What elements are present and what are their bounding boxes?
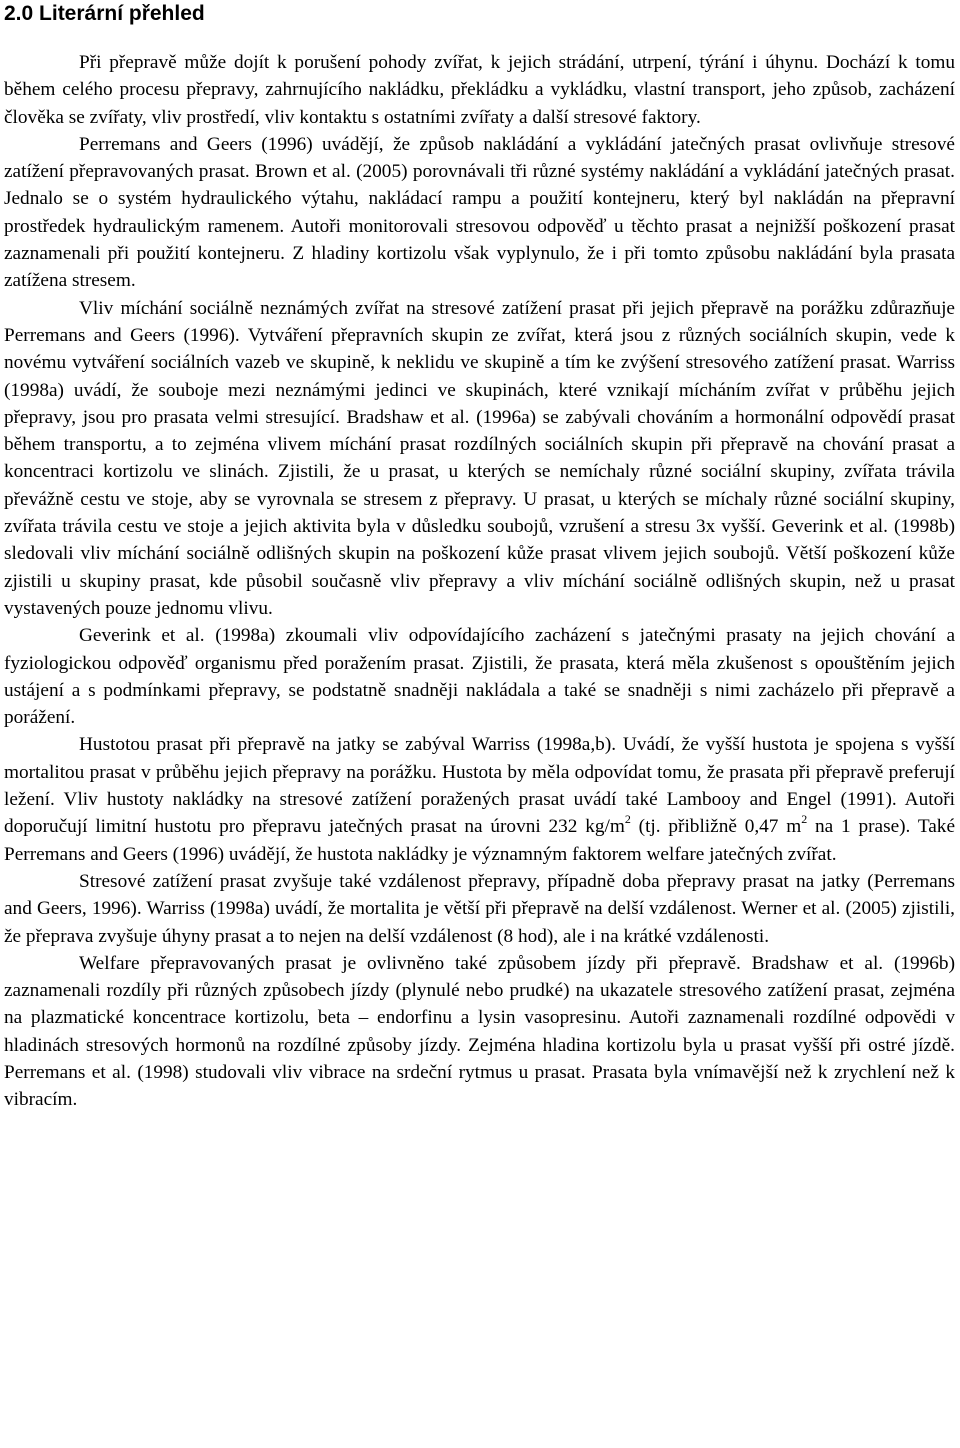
paragraph-5: [4, 731, 955, 867]
paragraph-4: [4, 622, 955, 731]
paragraph-2: [4, 131, 955, 295]
paragraph-1: [4, 49, 955, 131]
document-page: [4, 0, 955, 1114]
paragraph-text: Perremans and Geers (1996) uvádějí, že způsob nakládání a vykládání jatečných prasat ovlivňuje stresové zatížení přepravovaných prasat. Brown et al. (2005) porovnávali tři různé systémy nakládání a vykládání jatečných prasat. Jednalo se o systém hydraulického výtahu, nakládací rampu a použití kontejneru, který byl nakládán na přepravní prostředek hydraulickým ramenem. Autoři monitorovali stresovou odpověď u těchto prasat a nejnižší poškození prasat zaznamenali při použití kontejneru. Z hladiny kortizolu však vyplynulo, že i při tomto způsobu nakládání byla prasata zatížena stresem.: [4, 133, 955, 292]
paragraph-text: na 1 prase). Také Perremans and Geers (1996) uvádějí, že hustota nakládky je významným faktorem welfare jatečných zvířat.: [4, 816, 956, 865]
paragraph-7: [4, 950, 955, 1114]
paragraph-text: Welfare přepravovaných prasat je ovlivněno také způsobem jízdy při přepravě. Bradshaw et al. (1996b) zaznamenali rozdíly při různých způsobech jízdy (plynulé nebo prudké) na ukazatele stresového zatížení prasat, zejména na plazmatické koncentrace kortizolu, beta – endorfinu a lysin vasopresinu. Autoři zaznamenali rozdílné odpovědi v hladinách stresových hormonů na rozdílné způsoby jízdy. Zejména hladina kortizolu byla u prasat vyšší při ostré jízdě. Perremans et al. (1998) studovali vliv vibrace na srdeční rytmus u prasat. Prasata byla vnímavější než k zrychlení než k vibracím.: [4, 952, 955, 1111]
paragraph-6: [4, 868, 955, 950]
paragraph-text: Stresové zatížení prasat zvyšuje také vzdálenost přepravy, případně doba přepravy prasat na jatky (Perremans and Geers, 1996). Warriss (1998a) uvádí, že mortalita je větší při přepravě na delší vzdálenost. Werner et al. (2005) zjistili, že přeprava zvyšuje úhyny prasat a to nejen na delší vzdálenost (8 hod), ale i na krátké vzdálenosti.: [4, 870, 955, 947]
section-heading: 2.0 Literární přehled: [4, 2, 205, 25]
superscript: 2: [801, 811, 808, 826]
paragraph-text: Geverink et al. (1998a) zkoumali vliv odpovídajícího zacházení s jatečnými prasaty na jejich chování a fyziologickou odpověď organismu před poražením prasat. Zjistili, že prasata, která měla zkušenost s opouštěním jejich ustájení a s podmínkami přepravy, se podstatně snadněji nakládala a také se snadněji s nimi zacházelo při přepravě a porážení.: [4, 625, 955, 729]
paragraph-text: Hustotou prasat při přepravě na jatky se zabýval Warriss (1998a,b). Uvádí, že vyšší hustota je spojena s vyšší mortalitou prasat v průběhu jejich přepravy na porážku. Hustota by měla odpovídat tomu, že prasata při přepravě preferují ležení. Vliv hustoty nakládky na stresové zatížení poražených prasat uvádí také Lambooy and Engel (1991). Autoři doporučují limitní hustotu pro přepravu jatečných prasat na úrovni 232 kg/m: [4, 734, 955, 838]
paragraph-text: Vliv míchání sociálně neznámých zvířat na stresové zatížení prasat při jejich přepravě na porážku zdůrazňuje Perremans and Geers (1996). Vytváření přepravních skupin ze zvířat, která jsou z různých sociálních skupin, vede k novému vytváření sociálních vazeb ve skupině, k neklidu ve skupině a tím ke zvýšení stresového zatížení prasat. Warriss (1998a) uvádí, že souboje mezi neznámými jedinci ve skupinách, které vznikají mícháním zvířat v průběhu jejich přepravy, jsou pro prasata velmi stresující. Bradshaw et al. (1996a) se zabývali chováním a hormonální odpovědí prasat během transportu, a to zejména vlivem míchání prasat rozdílných sociálních skupin při přepravě na chování prasat a koncentraci kortizolu ve slinách. Zjistili, že u prasat, u kterých se nemíchaly různé sociální skupiny, zvířata trávila převážně cestu ve stoje, aby se vyrovnala se stresem z přepravy. U prasat, u kterých se míchaly různé sociální skupiny, zvířata trávila cestu ve stoje a jejich aktivita byla v důsledku soubojů, vzrušení a stresu 3x vyšší. Geverink et al. (1998b) sledovali vliv míchání sociálně odlišných skupin na poškození kůže prasat vlivem jejich soubojů. Větší poškození kůže zjistili u skupiny prasat, kde působil současně vliv přepravy a vliv míchání sociálně odlišných skupin, než u prasat vystavených pouze jednomu vlivu.: [4, 297, 955, 619]
paragraph-text: Při přepravě může dojít k porušení pohody zvířat, k jejich strádání, utrpení, týrání i úhynu. Dochází k tomu během celého procesu přepravy, zahrnujícího nakládku, překládku a vykládku, vlastní transport, jeho způsob, zacházení člověka se zvířaty, vliv prostředí, vliv kontaktu s ostatními zvířaty a další stresové faktory.: [4, 52, 955, 128]
superscript: 2: [624, 811, 631, 826]
paragraph-text: (tj. přibližně 0,47 m: [630, 816, 802, 838]
paragraph-3: [4, 295, 955, 623]
